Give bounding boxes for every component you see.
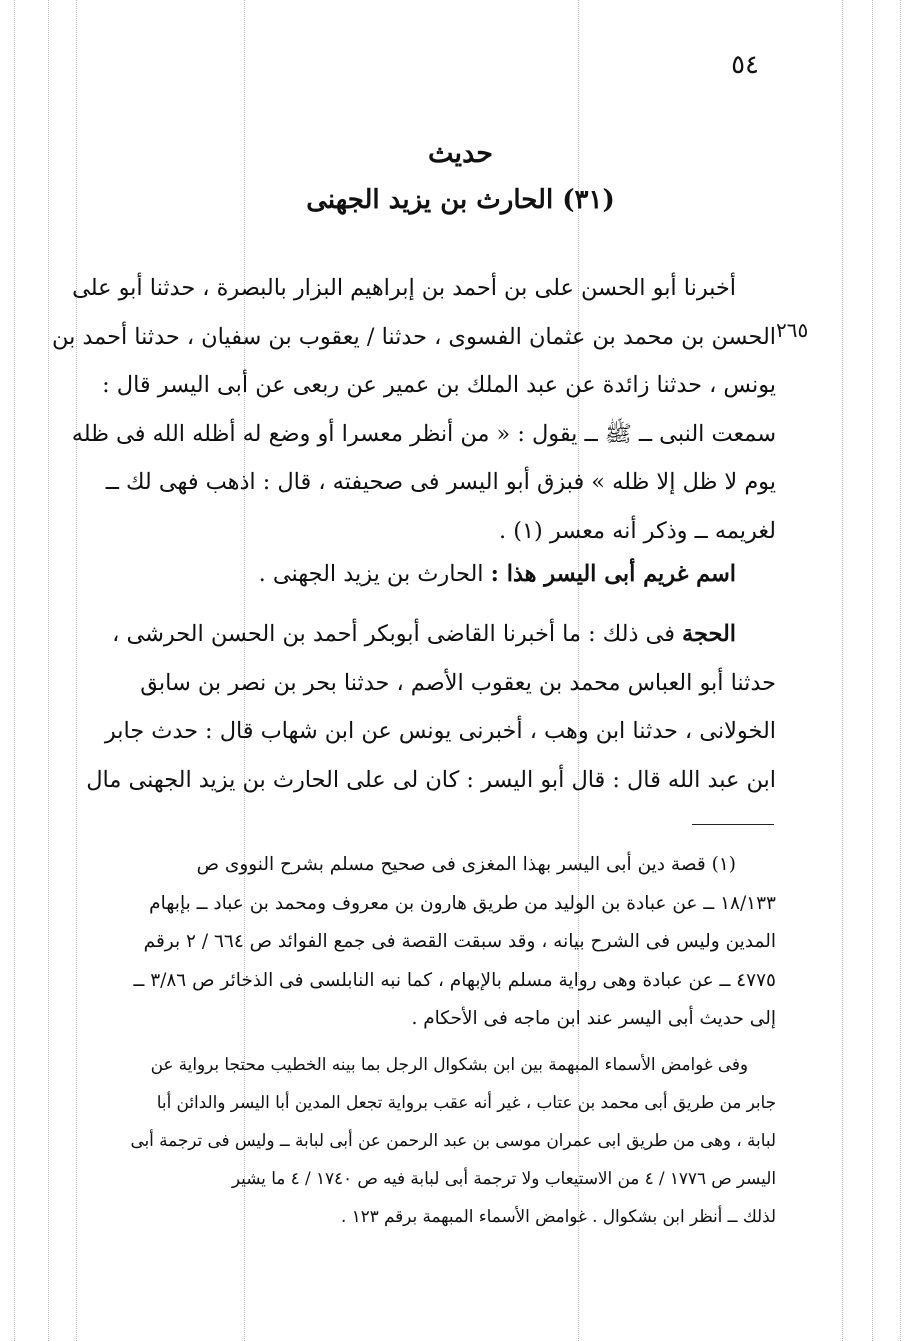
footnote-line: (١) قصة دين أبى اليسر بهذا المغزى فى صحيح مسلم بشرح النووى ص [196,854,736,875]
text-line: يونس ، حدثنا زائدة عن عبد الملك بن عمير عن ربعى عن أبى اليسر قال : [102,372,776,398]
footnote-continuation [108,1045,776,1235]
debtor-name-label: اسم غريم أبى اليسر هذا : [490,561,736,587]
footnote-1 [108,846,776,1039]
footnote-line: إلى حديث أبى اليسر عند ابن ماجه فى الأحكام . [411,1008,776,1029]
section-title: حديث [428,138,493,169]
section-subtitle: (٣١) الحارث بن يزيد الجهنى [306,185,615,215]
text-line: حدثنا أبو العباس محمد بن يعقوب الأصم ، حدثنا بحر بن نصر بن سابق [140,669,776,696]
footnote-separator [692,824,774,825]
debtor-name-text: الحارث بن يزيد الجهنى . [258,561,491,587]
page-number: ٥٤ [731,50,759,80]
margin-page-number: ٢٦٥ [776,318,809,342]
hadith-paragraph [52,264,776,555]
evidence-first-line: فى ذلك : ما أخبرنا القاضى أبوبكر أحمد بن الحسن الحرشى ، [112,621,683,647]
footnote-line: ١٨/١٣٣ ــ عن عبادة بن الوليد من طريق هارون بن معروف ومحمد بن عباد ــ بإبهام [149,892,776,914]
evidence-paragraph [86,610,776,804]
footnote-line: المدين وليس فى الشرح بيانه ، وقد سبقت القصة فى جمع الفوائد ص ٦٦٤ / ٢ برقم [143,931,776,952]
footnote-line: وفى غوامض الأسماء المبهمة بين ابن بشكوال الرجل بما بينه الخطيب محتجا برواية عن [150,1054,748,1074]
text-line: الخولانى ، حدثنا ابن وهب ، أخبرنى يونس عن ابن شهاب قال : حدث جابر [104,718,776,744]
footnote-line: لبابة ، وهى من طريق ابى عمران موسى بن عبد الرحمن عن أبى لبابة ــ وليس فى ترجمة أبى [130,1130,776,1150]
text-line: ابن عبد الله قال : قال أبو اليسر : كان لى على الحارث بن يزيد الجهنى مال [86,766,776,793]
footnote-line: جابر من طريق أبى محمد بن عتاب ، غير أنه عقب برواية تجعل المدين أبا اليسر والدائن أبا [156,1092,776,1112]
text-line: لغريمه ــ وذكر أنه معسر (١) . [499,517,776,544]
text-line: يوم لا ظل إلا ظله » فبزق أبو اليسر فى صحيفته ، قال : اذهب فهى لك ــ [105,469,776,495]
text-line [108,610,776,659]
debtor-name-paragraph [108,550,776,599]
text-line: الحسن بن محمد بن عثمان الفسوى ، حدثنا / يعقوب بن سفيان ، حدثنا أحمد بن [52,323,776,350]
footnote-line: ٤٧٧٥ ــ عن عبادة وهى رواية مسلم بالإبهام ، كما نبه النابلسى فى الذخائر ص ٣/٨٦ ــ [133,969,776,991]
text-line [108,550,776,599]
text-line: سمعت النبى ــ ﷺ ــ يقول : « من أنظر معسرا أو وضع له أظله الله فى ظله [71,420,776,447]
evidence-label: الحجة [682,621,736,647]
footnote-line: اليسر ص ١٧٧٦ / ٤ من الاستيعاب ولا ترجمة أبى لبابة فيه ص ١٧٤٠ / ٤ ما يشير [231,1168,776,1188]
footnote-line: لذلك ــ أنظر ابن بشكوال . غوامض الأسماء المبهمة برقم ١٢٣ . [340,1206,776,1226]
text-line: أخبرنا أبو الحسن على بن أحمد بن إبراهيم البزار بالبصرة ، حدثنا أبو على [72,275,736,301]
